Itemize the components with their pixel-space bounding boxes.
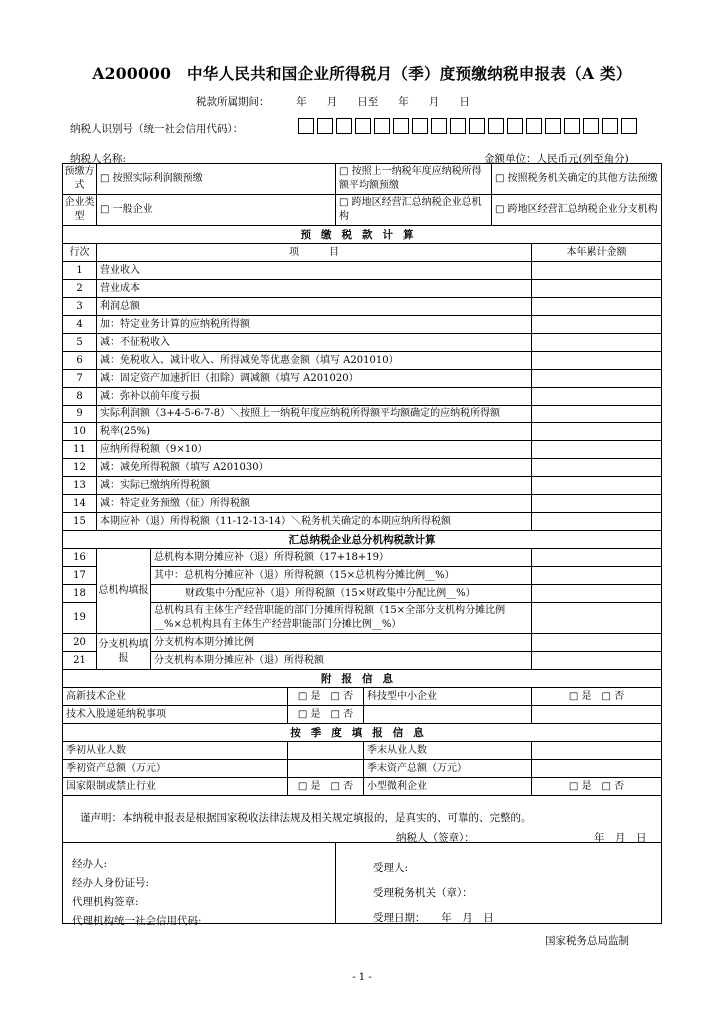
tax-period: 税款所属期间： 年 月 日至 年 月 日 xyxy=(196,96,470,108)
line-item: 减：特定业务预缴（征）所得税额 xyxy=(97,495,532,513)
line-item: 加：特定业务计算的应纳税所得额 xyxy=(97,316,532,334)
line-number: 6 xyxy=(63,352,97,370)
line-item: 减：弥补以前年度亏损 xyxy=(97,388,532,406)
small-choice[interactable]: □ 是 □ 否 xyxy=(532,778,662,796)
line-number: 4 xyxy=(63,316,97,334)
amount-cell[interactable] xyxy=(532,352,662,370)
prepay-label: 预缴方式 xyxy=(63,164,97,195)
line-number: 11 xyxy=(63,441,97,459)
amount-cell[interactable] xyxy=(532,316,662,334)
amount-cell[interactable] xyxy=(532,634,662,652)
amount-cell[interactable] xyxy=(532,298,662,316)
amount-cell[interactable] xyxy=(532,652,662,670)
line-item: 营业成本 xyxy=(97,280,532,298)
attach-section-header: 附报信息 xyxy=(63,670,662,688)
line-number: 15 xyxy=(63,513,97,531)
line-item: 本期应补（退）所得税额（11-12-13-14）＼税务机关确定的本期应纳所得税额 xyxy=(97,513,532,531)
amount-cell[interactable] xyxy=(532,513,662,531)
enterprise-type-label: 企业类型 xyxy=(63,195,97,226)
line-item: 税率(25%) xyxy=(97,423,532,441)
line-number: 2 xyxy=(63,280,97,298)
line-number: 17 xyxy=(63,567,97,585)
tax-office-label: 受理税务机关（章）： xyxy=(373,887,473,899)
line-number: 19 xyxy=(63,603,97,634)
line-number: 13 xyxy=(63,477,97,495)
hq-fill-label: 总机构填报 xyxy=(97,549,151,634)
line-item: 总机构本期分摊应补（退）所得税额（17+18+19） xyxy=(151,549,532,567)
prepay-option-other[interactable]: □ 按照税务机关确定的其他方法预缴 xyxy=(492,164,662,195)
prepay-option-actual[interactable]: □ 按照实际利润额预缴 xyxy=(97,164,336,195)
amount-cell[interactable] xyxy=(532,585,662,603)
line-item: 总机构具有主体生产经营职能的部门分摊所得税额（15×全部分支机构分摊比例__%×总机构具有主体生产经营职能部门分摊比例__%） xyxy=(151,603,532,634)
line-item: 减：减免所得税额（填写 A201030） xyxy=(97,459,532,477)
line-number: 3 xyxy=(63,298,97,316)
line-item: 其中：总机构分摊应补（退）所得税额（15×总机构分摊比例__%） xyxy=(151,567,532,585)
asset-begin-label: 季初资产总额（万元） xyxy=(63,760,288,778)
agency-code-label: 代理机构统一社会信用代码: xyxy=(72,915,202,927)
amount-cell[interactable] xyxy=(532,459,662,477)
quarter-section-header: 按季度填报信息 xyxy=(63,724,662,742)
line-item: 营业收入 xyxy=(97,262,532,280)
amount-cell[interactable] xyxy=(532,423,662,441)
line-number: 7 xyxy=(63,370,97,388)
handler-id-label: 经办人身份证号: xyxy=(72,877,150,889)
line-number: 21 xyxy=(63,652,97,670)
hitech-label: 高新技术企业 xyxy=(63,688,288,706)
line-item: 减：实际已缴纳所得税额 xyxy=(97,477,532,495)
line-item: 财政集中分配应补（退）所得税额（15×财政集中分配比例__%） xyxy=(151,585,532,603)
deferred-choice[interactable]: □ 是 □ 否 xyxy=(288,706,364,724)
taxpayer-sign-label: 纳税人（签章）： xyxy=(396,832,475,844)
enterprise-option-hq[interactable]: □ 跨地区经营汇总纳税企业总机构 xyxy=(336,195,492,226)
line-item: 减：不征税收入 xyxy=(97,334,532,352)
enterprise-option-branch[interactable]: □ 跨地区经营汇总纳税企业分支机构 xyxy=(492,195,662,226)
amount-cell[interactable] xyxy=(532,406,662,423)
amount-cell[interactable] xyxy=(532,477,662,495)
emp-end-input[interactable] xyxy=(532,742,662,760)
agency-sign-label: 代理机构签章: xyxy=(72,896,139,908)
amount-cell[interactable] xyxy=(532,334,662,352)
amount-cell[interactable] xyxy=(532,262,662,280)
line-number: 20 xyxy=(63,634,97,652)
taxpayer-name-label: 纳税人名称: xyxy=(70,153,127,165)
prepay-option-average[interactable]: □ 按照上一纳税年度应纳税所得额平均额预缴 xyxy=(336,164,492,195)
small-label: 小型微利企业 xyxy=(364,778,532,796)
line-item: 分支机构本期分摊应补（退）所得税额 xyxy=(151,652,532,670)
amount-cell[interactable] xyxy=(532,603,662,634)
line-number: 5 xyxy=(63,334,97,352)
smes-choice[interactable]: □ 是 □ 否 xyxy=(532,688,662,706)
line-item: 应纳所得税额（9×10） xyxy=(97,441,532,459)
issuer-label: 国家税务总局监制 xyxy=(545,935,629,947)
line-item: 利润总额 xyxy=(97,298,532,316)
form-title: A200000 中华人民共和国企业所得税月（季）度预缴纳税申报表（A 类） xyxy=(92,64,632,83)
branch-fill-label: 分支机构填报 xyxy=(97,634,151,670)
handler-label: 经办人: xyxy=(72,858,108,870)
page-number: - 1 - xyxy=(352,972,372,983)
smes-label: 科技型中小企业 xyxy=(364,688,532,706)
line-number: 8 xyxy=(63,388,97,406)
col-item-header: 项 目 xyxy=(97,244,532,262)
emp-begin-input[interactable] xyxy=(288,742,364,760)
emp-end-label: 季末从业人数 xyxy=(364,742,532,760)
summary-section-header: 汇总纳税企业总分机构税款计算 xyxy=(63,531,662,549)
col-line-header: 行次 xyxy=(63,244,97,262)
taxpayer-id-boxes[interactable] xyxy=(298,118,640,135)
declaration-text: 谨声明：本纳税申报表是根据国家税收法律法规及相关规定填报的，是真实的、可靠的、完整的。 xyxy=(80,812,532,824)
line-number: 1 xyxy=(63,262,97,280)
line-number: 10 xyxy=(63,423,97,441)
amount-cell[interactable] xyxy=(532,388,662,406)
line-number: 14 xyxy=(63,495,97,513)
line-number: 18 xyxy=(63,585,97,603)
asset-begin-input[interactable] xyxy=(288,760,364,778)
amount-cell[interactable] xyxy=(532,495,662,513)
amount-unit: 金额单位：人民币元(列至角分) xyxy=(484,153,629,165)
hitech-choice[interactable]: □ 是 □ 否 xyxy=(288,688,364,706)
deferred-label: 技术入股递延纳税事项 xyxy=(63,706,288,724)
line-number: 12 xyxy=(63,459,97,477)
amount-cell[interactable] xyxy=(532,280,662,298)
col-amount-header: 本年累计金额 xyxy=(532,244,662,262)
enterprise-option-general[interactable]: □ 一般企业 xyxy=(97,195,336,226)
emp-begin-label: 季初从业人数 xyxy=(63,742,288,760)
receiver-label: 受理人: xyxy=(373,862,409,874)
restricted-choice[interactable]: □ 是 □ 否 xyxy=(288,778,364,796)
restricted-label: 国家限制或禁止行业 xyxy=(63,778,288,796)
line-number: 9 xyxy=(63,406,97,423)
line-item: 减：固定资产加速折旧（扣除）调减额（填写 A201020） xyxy=(97,370,532,388)
taxpayer-id-label: 纳税人识别号（统一社会信用代码）： xyxy=(70,123,244,135)
amount-cell[interactable] xyxy=(532,370,662,388)
line-item: 减：免税收入、减计收入、所得减免等优惠金额（填写 A201010） xyxy=(97,352,532,370)
amount-cell[interactable] xyxy=(532,441,662,459)
amount-cell[interactable] xyxy=(532,549,662,567)
amount-cell[interactable] xyxy=(532,567,662,585)
line-number: 16 xyxy=(63,549,97,567)
calc-section-header: 预缴税款计算 xyxy=(63,226,662,244)
asset-end-label: 季末资产总额（万元） xyxy=(364,760,532,778)
line-item: 实际利润额（3+4-5-6-7-8）＼按照上一纳税年度应纳税所得额平均额确定的应纳税所得额 xyxy=(97,406,532,423)
line-item: 分支机构本期分摊比例 xyxy=(151,634,532,652)
asset-end-input[interactable] xyxy=(532,760,662,778)
receive-date-label: 受理日期： 年 月 日 xyxy=(373,912,494,924)
sign-date: 年 月 日 xyxy=(594,832,647,844)
